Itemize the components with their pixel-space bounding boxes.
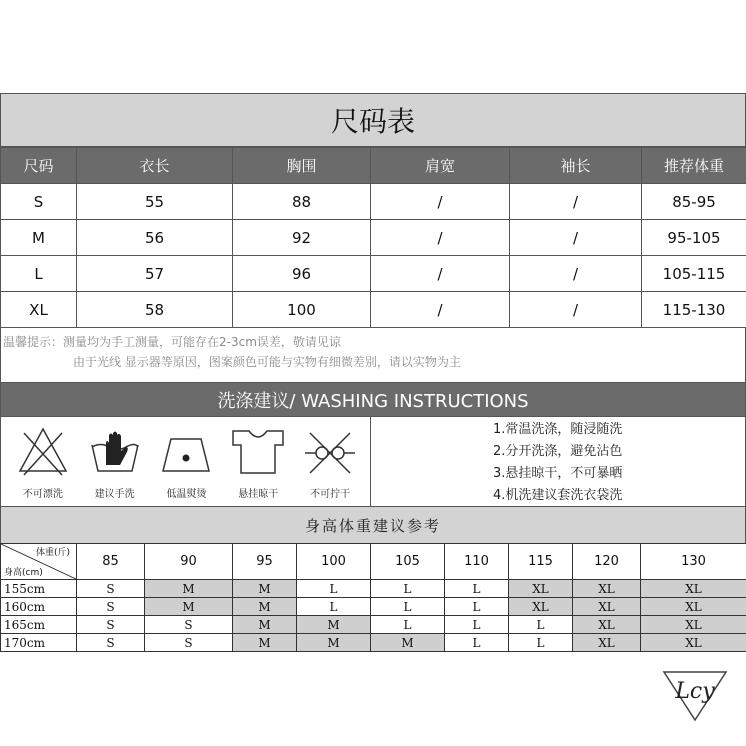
table-row — [1, 598, 746, 616]
reference-table — [0, 543, 746, 652]
size-cell: XL — [573, 634, 641, 652]
cell: / — [510, 220, 642, 256]
weight-header: 85 — [77, 544, 145, 580]
instruction-item: 2.分开洗涤，避免沾色 — [493, 444, 623, 459]
size-sheet — [0, 93, 746, 652]
size-cell: S — [77, 634, 145, 652]
cell: 96 — [233, 256, 371, 292]
reference-title: 身高体重建议参考 — [0, 507, 746, 543]
header-shoulder: 肩宽 — [371, 148, 510, 184]
cell: / — [371, 184, 510, 220]
tip-line-2: 由于光线 显示器等原因，图案颜色可能与实物有细微差别，请以实物为主 — [73, 355, 461, 369]
size-cell: L — [509, 634, 573, 652]
cell: 57 — [77, 256, 233, 292]
size-cell: L — [297, 598, 371, 616]
size-cell: XL — [641, 616, 746, 634]
size-cell: XL — [641, 598, 746, 616]
height-axis-label: 身高(cm) — [4, 568, 43, 578]
cell: 88 — [233, 184, 371, 220]
cell: / — [371, 292, 510, 328]
cell: 100 — [233, 292, 371, 328]
cell: 115-130 — [642, 292, 746, 328]
size-cell: L — [445, 598, 509, 616]
reference-header — [1, 544, 746, 580]
size-cell: L — [445, 580, 509, 598]
size-cell: S — [145, 616, 233, 634]
low-iron-icon — [157, 425, 215, 479]
weight-header: 115 — [509, 544, 573, 580]
size-cell: XL — [641, 634, 746, 652]
cell: / — [510, 256, 642, 292]
header-size: 尺码 — [1, 148, 77, 184]
cell: / — [371, 256, 510, 292]
wash-caption: 不可漂洗 — [22, 489, 63, 500]
header-chest: 胸围 — [233, 148, 371, 184]
size-cell: L — [297, 580, 371, 598]
size-cell: XL — [509, 598, 573, 616]
cell: / — [371, 220, 510, 256]
size-cell: L — [371, 580, 445, 598]
wash-caption: 建议手洗 — [94, 489, 135, 500]
table-row — [1, 184, 746, 220]
wash-caption: 不可拧干 — [310, 489, 351, 500]
weight-header: 90 — [145, 544, 233, 580]
wash-icon-item — [222, 425, 294, 506]
height-label: 155cm — [1, 580, 77, 598]
washing-title: 洗涤建议/ WASHING INSTRUCTIONS — [0, 382, 746, 417]
table-row — [1, 580, 746, 598]
wash-icon-item — [79, 425, 151, 506]
size-chart-header — [1, 148, 746, 184]
size-cell: L — [445, 634, 509, 652]
weight-header: 130 — [641, 544, 746, 580]
cell: 105-115 — [642, 256, 746, 292]
cell: M — [1, 220, 77, 256]
washing-instructions — [371, 417, 745, 506]
size-cell: M — [297, 634, 371, 652]
size-cell: M — [145, 580, 233, 598]
logo-text: Lcy — [675, 679, 715, 704]
size-cell: S — [77, 616, 145, 634]
size-chart-title: 尺码表 — [0, 93, 746, 147]
header-length: 衣长 — [77, 148, 233, 184]
weight-header: 105 — [371, 544, 445, 580]
height-label: 160cm — [1, 598, 77, 616]
size-cell: L — [509, 616, 573, 634]
weight-header: 110 — [445, 544, 509, 580]
table-row — [1, 292, 746, 328]
cell: / — [510, 292, 642, 328]
table-row — [1, 256, 746, 292]
weight-header: 120 — [573, 544, 641, 580]
hand-wash-icon — [86, 425, 144, 479]
size-cell: S — [145, 634, 233, 652]
height-label: 165cm — [1, 616, 77, 634]
no-bleach-icon — [14, 425, 72, 479]
size-cell: M — [145, 598, 233, 616]
wash-caption: 悬挂晾干 — [238, 489, 279, 500]
header-sleeve: 袖长 — [510, 148, 642, 184]
size-cell: L — [371, 598, 445, 616]
size-cell: XL — [509, 580, 573, 598]
size-chart-table — [0, 147, 746, 328]
washing-icons — [1, 417, 371, 506]
cell: 58 — [77, 292, 233, 328]
size-cell: XL — [573, 580, 641, 598]
size-cell: M — [233, 580, 297, 598]
size-cell: M — [371, 634, 445, 652]
reference-corner — [1, 544, 77, 580]
size-cell: XL — [641, 580, 746, 598]
size-cell: M — [233, 616, 297, 634]
weight-header: 100 — [297, 544, 371, 580]
size-cell: M — [233, 598, 297, 616]
wash-icon-item — [151, 425, 223, 506]
weight-axis-label: 体重(斤) — [35, 548, 70, 558]
table-row — [1, 616, 746, 634]
size-cell: L — [371, 616, 445, 634]
wash-icon-item — [7, 425, 79, 506]
size-cell: M — [233, 634, 297, 652]
instruction-item: 4.机洗建议套洗衣袋洗 — [493, 488, 623, 503]
instruction-item: 3.悬挂晾干，不可暴晒 — [493, 466, 623, 481]
size-cell: S — [77, 580, 145, 598]
cell: 56 — [77, 220, 233, 256]
size-cell: XL — [573, 616, 641, 634]
size-cell: L — [445, 616, 509, 634]
cell: 85-95 — [642, 184, 746, 220]
wash-icon-item — [294, 425, 366, 506]
tips — [0, 328, 746, 382]
cell: 95-105 — [642, 220, 746, 256]
hang-dry-icon — [229, 425, 287, 479]
cell: S — [1, 184, 77, 220]
header-weight: 推荐体重 — [642, 148, 746, 184]
washing-panel — [0, 417, 746, 507]
size-cell: XL — [573, 598, 641, 616]
height-label: 170cm — [1, 634, 77, 652]
size-cell: M — [297, 616, 371, 634]
no-wring-icon — [301, 425, 359, 479]
cell: L — [1, 256, 77, 292]
wash-caption: 低温熨烫 — [166, 489, 207, 500]
cell: 55 — [77, 184, 233, 220]
cell: / — [510, 184, 642, 220]
tip-line-1: 温馨提示：测量均为手工测量，可能存在2-3cm误差，敬请见谅 — [3, 335, 341, 349]
size-cell: S — [77, 598, 145, 616]
cell: XL — [1, 292, 77, 328]
instruction-item: 1.常温洗涤，随浸随洗 — [493, 422, 623, 437]
table-row — [1, 634, 746, 652]
table-row — [1, 220, 746, 256]
cell: 92 — [233, 220, 371, 256]
weight-header: 95 — [233, 544, 297, 580]
brand-logo — [660, 660, 730, 726]
